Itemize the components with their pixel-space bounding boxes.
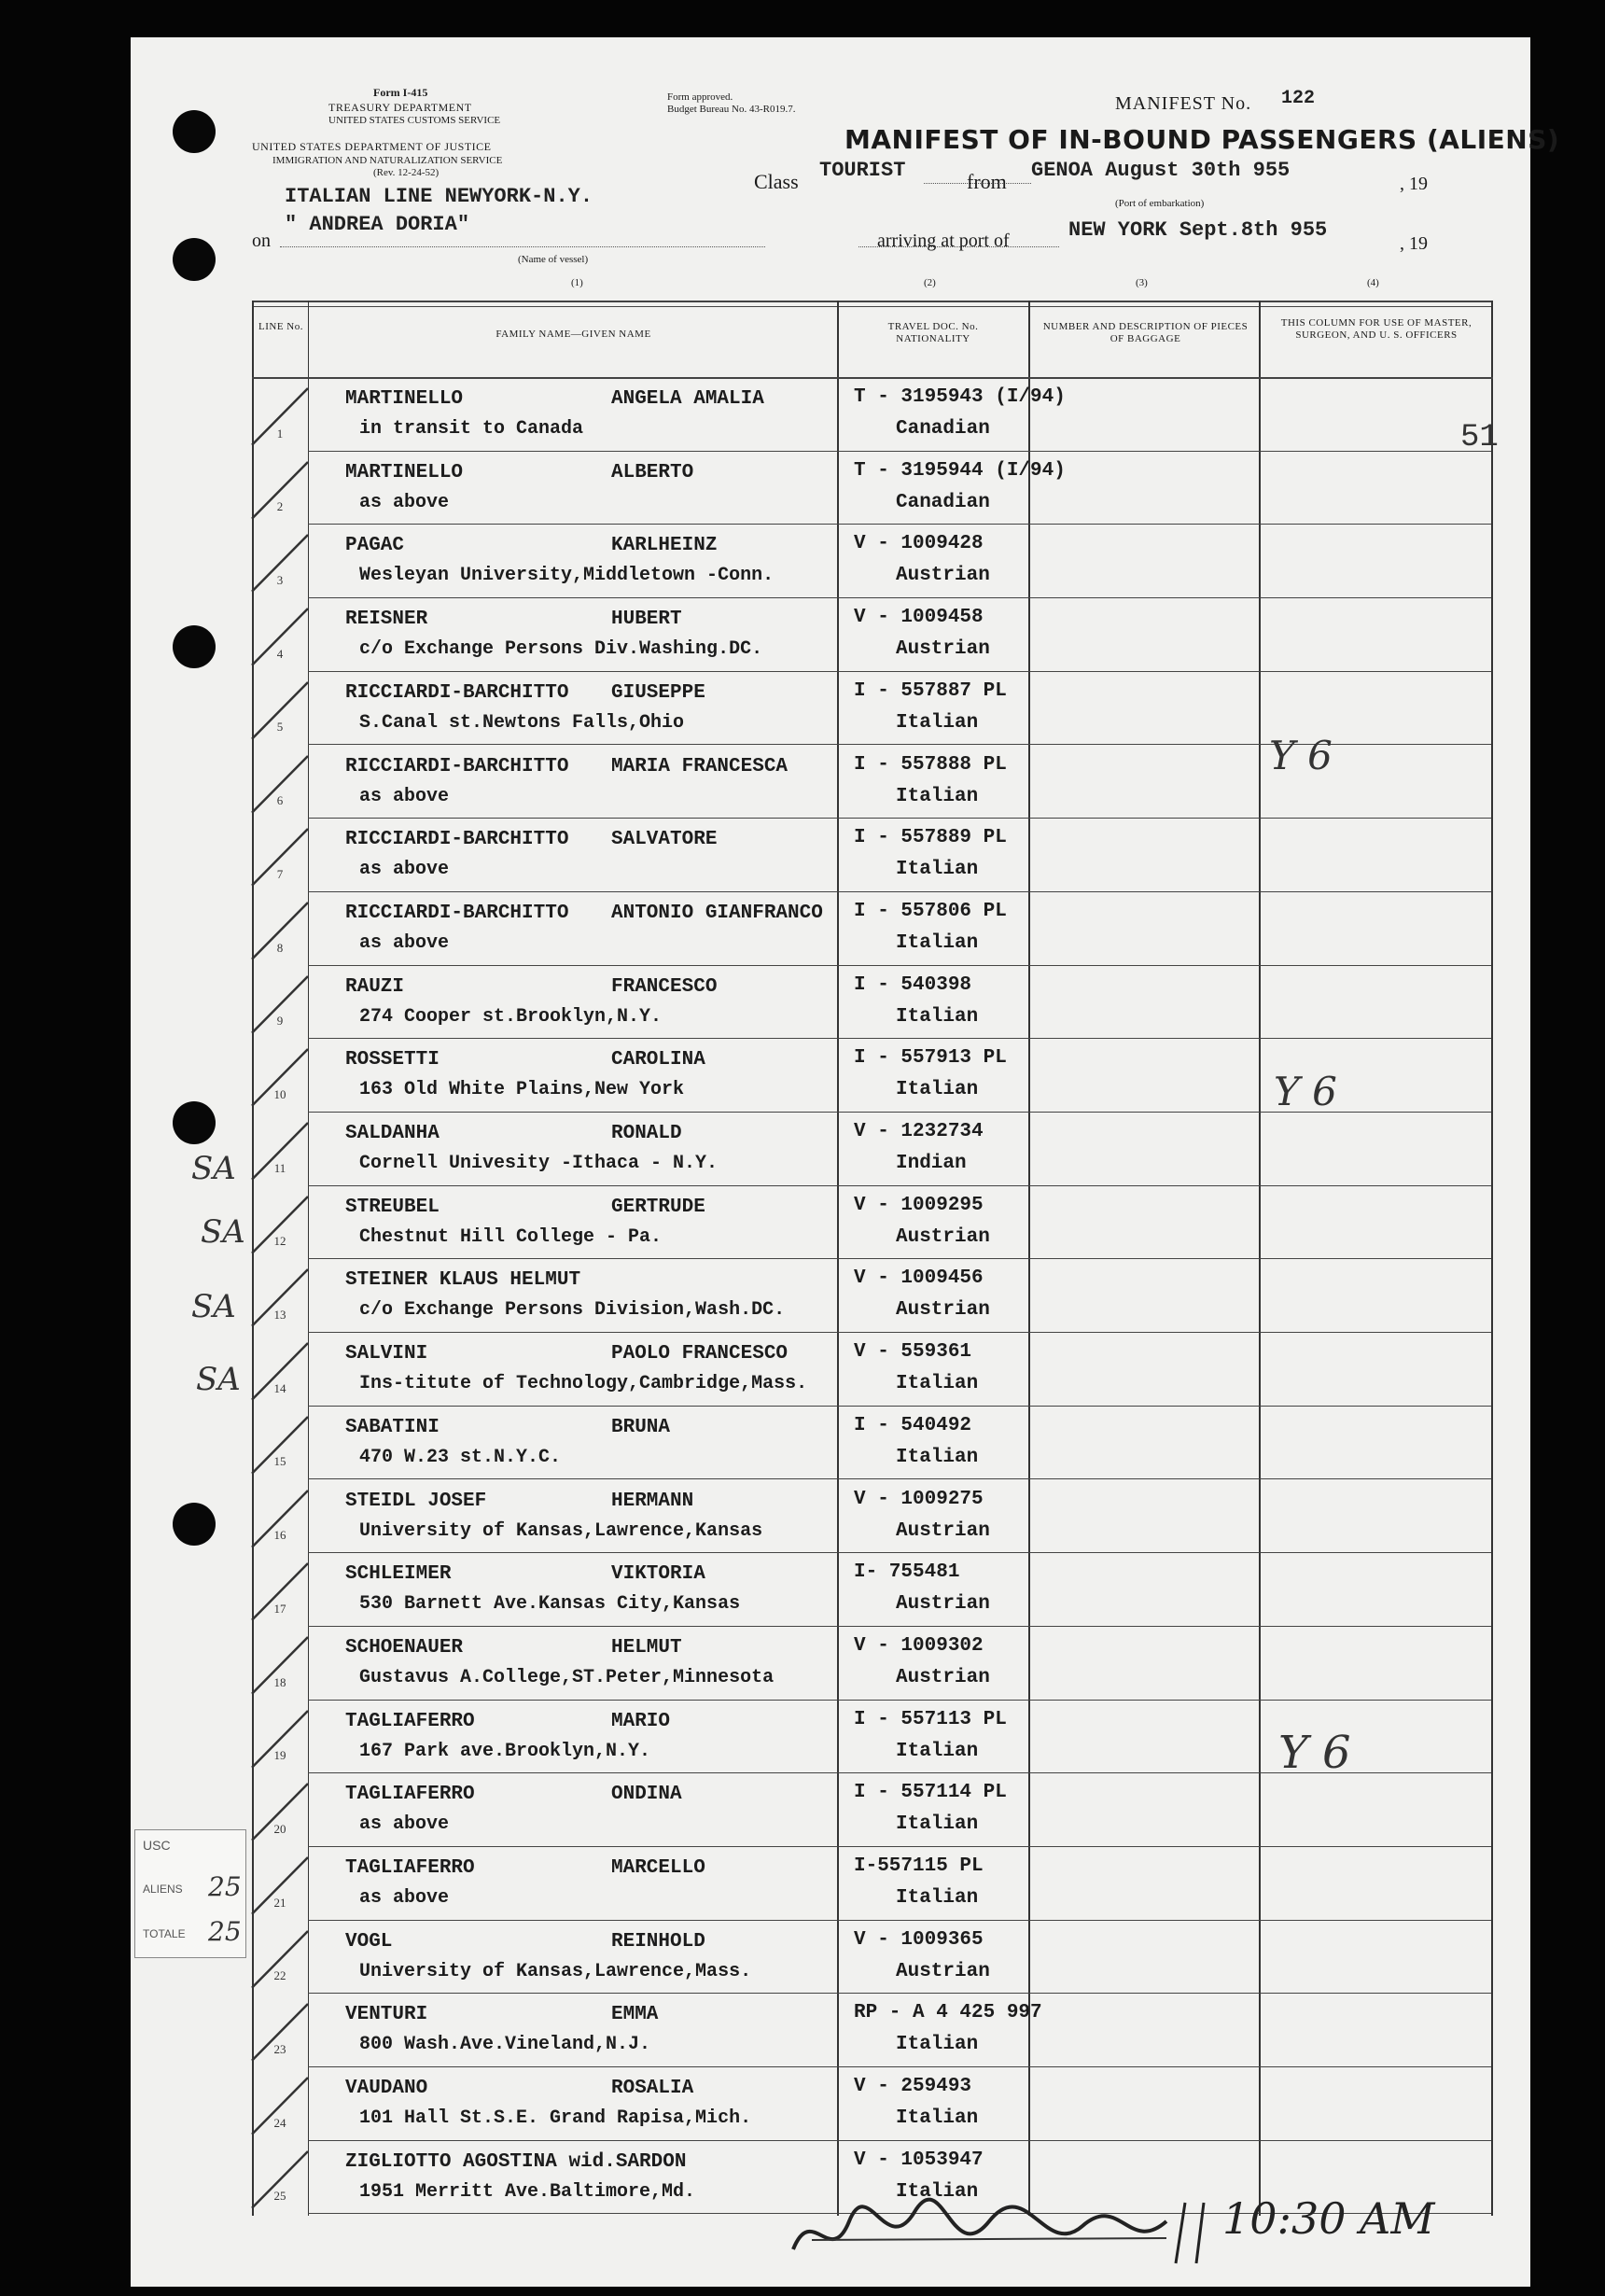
nationality: Canadian — [896, 418, 990, 440]
family-name: TAGLIAFERRO — [345, 1857, 475, 1879]
address: 101 Hall St.S.E. Grand Rapisa,Mich. — [359, 2107, 752, 2130]
check-slash-icon — [243, 1334, 317, 1407]
line-number: 24 — [273, 2115, 286, 2130]
nationality: Italian — [896, 2107, 979, 2130]
check-slash-icon — [243, 1481, 317, 1555]
line-number: 8 — [276, 940, 284, 955]
handwritten-sa: SA — [191, 1150, 236, 1187]
table-row — [252, 453, 1493, 526]
line-number: 20 — [273, 1821, 286, 1836]
family-name: VAUDANO — [345, 2078, 428, 2100]
travel-doc-number: I - 540398 — [854, 973, 972, 996]
line-number: 13 — [273, 1308, 286, 1323]
on-label: on — [252, 231, 271, 251]
handwritten-y6: Y 6 — [1278, 1727, 1351, 1779]
family-name: SCHLEIMER — [345, 1563, 452, 1586]
table-row — [252, 1628, 1493, 1701]
vessel-dots — [280, 246, 765, 247]
check-slash-icon — [243, 893, 317, 967]
handwritten-sa: SA — [196, 1361, 241, 1398]
line-number: 4 — [276, 646, 284, 661]
address: as above — [359, 1813, 450, 1836]
nationality: Austrian — [896, 1593, 990, 1616]
check-slash-icon — [243, 1040, 317, 1113]
shipping-line: ITALIAN LINE NEWYORK-N.Y. — [285, 185, 593, 208]
address: University of Kansas,Lawrence,Kansas — [359, 1519, 763, 1542]
form-approved: Form approved. — [667, 91, 733, 103]
nationality: Italian — [896, 785, 979, 807]
handwritten-y6: Y 6 — [1274, 1069, 1337, 1114]
nationality: Austrian — [896, 1960, 990, 1982]
arriving-value: NEW YORK Sept.8th 955 — [1068, 218, 1328, 242]
row-divider — [308, 1258, 1491, 1259]
travel-doc-number: I - 557806 PL — [854, 900, 1007, 922]
table-row — [252, 599, 1493, 673]
address: 163 Old White Plains,New York — [359, 1079, 685, 1101]
customs-label: UNITED STATES CUSTOMS SERVICE — [328, 115, 501, 126]
nationality: Austrian — [896, 1225, 990, 1248]
line-number: 5 — [276, 720, 284, 735]
row-divider — [308, 671, 1491, 672]
table-row — [252, 1774, 1493, 1848]
travel-doc-number: V - 1009456 — [854, 1267, 984, 1290]
given-name: ROSALIA — [611, 2078, 694, 2100]
address: 1951 Merritt Ave.Baltimore,Md. — [359, 2180, 696, 2203]
family-name: STREUBEL — [345, 1196, 440, 1218]
table-row — [252, 967, 1493, 1041]
given-name: GIUSEPPE — [611, 681, 705, 704]
port-embark-caption: (Port of embarkation) — [1115, 198, 1205, 209]
row-divider — [308, 1332, 1491, 1333]
travel-doc-number: I - 557887 PL — [854, 679, 1007, 702]
address: in transit to Canada — [359, 418, 584, 440]
address: S.Canal st.Newtons Falls,Ohio — [359, 711, 685, 734]
nationality: Italian — [896, 1079, 979, 1101]
travel-doc-number: T - 3195943 (I/94) — [854, 386, 1066, 408]
address: Cornell Univesity -Ithaca - N.Y. — [359, 1153, 719, 1174]
nationality: Austrian — [896, 1666, 990, 1688]
justice-label: UNITED STATES DEPARTMENT OF JUSTICE — [252, 140, 492, 153]
travel-doc-number: I-557115 PL — [854, 1855, 984, 1877]
address: as above — [359, 859, 450, 881]
line-number: 11 — [273, 1160, 286, 1175]
family-name: SCHOENAUER — [345, 1636, 464, 1659]
given-name: CAROLINA — [611, 1049, 705, 1071]
given-name: ANTONIO GIANFRANCO — [611, 902, 823, 924]
row-divider — [308, 1478, 1491, 1479]
family-name: RICCIARDI-BARCHITTO — [345, 755, 569, 777]
address: Ins-titute of Technology,Cambridge,Mass. — [359, 1373, 808, 1395]
treasury-label: TREASURY DEPARTMENT — [328, 101, 472, 114]
nationality: Austrian — [896, 1299, 990, 1322]
check-slash-icon — [243, 1922, 317, 1995]
family-name: SALDANHA — [345, 1123, 440, 1144]
address: as above — [359, 1887, 450, 1909]
given-name: ONDINA — [611, 1784, 682, 1806]
table-row — [252, 1481, 1493, 1555]
family-name: MARTINELLO — [345, 461, 464, 483]
check-slash-icon — [243, 379, 317, 453]
travel-doc-number: V - 1232734 — [854, 1121, 984, 1142]
from-value: GENOA August 30th 955 — [1031, 159, 1291, 182]
manifest-title: MANIFEST OF IN-BOUND PASSENGERS (ALIENS) — [844, 124, 1560, 155]
given-name: MARIA FRANCESCA — [611, 755, 789, 777]
table-row — [252, 2068, 1493, 2142]
aliens-label: ALIENS — [143, 1883, 183, 1896]
line-number: 14 — [273, 1380, 286, 1395]
family-name: SALVINI — [345, 1343, 428, 1365]
address: 530 Barnett Ave.Kansas City,Kansas — [359, 1593, 741, 1616]
header-baggage: NUMBER AND DESCRIPTION OF PIECES OF BAGGAGE — [1042, 321, 1249, 344]
given-name: HERMANN — [611, 1490, 694, 1512]
class-value: TOURIST — [819, 159, 906, 182]
check-slash-icon — [243, 599, 317, 673]
handwritten-sa: SA — [201, 1213, 245, 1251]
given-name: BRUNA — [611, 1416, 671, 1438]
row-divider — [308, 1185, 1491, 1186]
header-travel-doc: TRAVEL DOC. No. NATIONALITY — [887, 321, 979, 344]
row-divider — [308, 2140, 1491, 2141]
line-number: 7 — [276, 866, 284, 881]
check-slash-icon — [243, 1260, 317, 1334]
line-number: 6 — [276, 793, 284, 808]
travel-doc-number: V - 559361 — [854, 1341, 972, 1364]
col-2-label: (2) — [924, 277, 936, 288]
year-suffix-2: , 19 — [1400, 233, 1428, 254]
line-number: 22 — [273, 1968, 286, 1983]
given-name: REINHOLD — [611, 1930, 705, 1953]
check-slash-icon — [243, 673, 317, 747]
family-name: RAUZI — [345, 975, 405, 998]
table-row — [252, 1995, 1493, 2068]
check-slash-icon — [243, 2068, 317, 2142]
nationality: Italian — [896, 931, 979, 954]
row-divider — [308, 1920, 1491, 1921]
header-name: FAMILY NAME—GIVEN NAME — [495, 329, 651, 340]
given-name: KARLHEINZ — [611, 535, 718, 557]
check-slash-icon — [243, 819, 317, 893]
given-name: MARCELLO — [611, 1857, 705, 1879]
handwritten-y6: Y 6 — [1269, 733, 1333, 778]
line-number: 19 — [273, 1748, 286, 1763]
given-name: FRANCESCO — [611, 975, 718, 998]
rev-label: (Rev. 12-24-52) — [373, 167, 440, 178]
table-row — [252, 1187, 1493, 1261]
handwritten-sa: SA — [191, 1288, 236, 1325]
travel-doc-number: V - 1009365 — [854, 1928, 984, 1951]
header-officers: THIS COLUMN FOR USE OF MASTER, SURGEON, AND U. S. OFFICERS — [1280, 317, 1472, 341]
family-name: RICCIARDI-BARCHITTO — [345, 902, 569, 924]
travel-doc-number: I - 557913 PL — [854, 1047, 1007, 1070]
given-name: HUBERT — [611, 609, 682, 631]
line-number: 23 — [273, 2042, 286, 2057]
table-top-border-inner — [252, 306, 1493, 307]
row-divider — [308, 1406, 1491, 1407]
given-name: VIKTORIA — [611, 1563, 705, 1586]
travel-doc-number: I - 557888 PL — [854, 753, 1007, 776]
travel-doc-number: I- 755481 — [854, 1561, 960, 1584]
table-row — [252, 1407, 1493, 1481]
check-slash-icon — [243, 967, 317, 1041]
col-4-label: (4) — [1367, 277, 1379, 288]
travel-doc-number: V - 1009295 — [854, 1194, 984, 1216]
manifest-label: MANIFEST No. — [1115, 93, 1252, 114]
address: 274 Cooper st.Brooklyn,N.Y. — [359, 1005, 663, 1028]
signature-time: 10:30 AM — [1222, 2193, 1435, 2244]
row-divider — [308, 1626, 1491, 1627]
row-divider — [308, 1552, 1491, 1553]
table-row — [252, 819, 1493, 893]
line-number: 3 — [276, 573, 284, 588]
family-name: REISNER — [345, 609, 428, 631]
check-slash-icon — [243, 1407, 317, 1481]
travel-doc-number: V - 1009302 — [854, 1634, 984, 1657]
form-number: Form I-415 — [373, 86, 428, 99]
family-name: SABATINI — [345, 1416, 440, 1438]
manifest-number: 122 — [1281, 88, 1316, 109]
header-line-no: LINE No. — [258, 321, 303, 332]
check-slash-icon — [243, 1848, 317, 1922]
travel-doc-number: I - 557113 PL — [854, 1708, 1007, 1730]
row-divider — [308, 965, 1491, 966]
nationality: Italian — [896, 1005, 979, 1028]
line-number: 25 — [273, 2189, 286, 2204]
row-divider — [308, 1846, 1491, 1847]
nationality: Italian — [896, 1740, 979, 1762]
nationality: Italian — [896, 2034, 979, 2056]
family-name: MARTINELLO — [345, 388, 464, 410]
line-number: 2 — [276, 499, 284, 514]
from-label: from — [967, 170, 1007, 193]
punch-hole-icon — [173, 625, 216, 668]
family-name: PAGAC — [345, 535, 405, 557]
address: Gustavus A.College,ST.Peter,Minnesota — [359, 1666, 775, 1688]
row-divider — [308, 1993, 1491, 1994]
nationality: Canadian — [896, 491, 990, 513]
immigration-label: IMMIGRATION AND NATURALIZATION SERVICE — [272, 155, 503, 166]
family-name: TAGLIAFERRO — [345, 1784, 475, 1806]
given-name: ANGELA AMALIA — [611, 388, 764, 410]
page-number: 51 — [1460, 420, 1499, 455]
address: as above — [359, 785, 450, 807]
family-name: VENTURI — [345, 2004, 428, 2026]
line-number: 17 — [273, 1601, 286, 1616]
line-number: 15 — [273, 1454, 286, 1469]
line-number: 9 — [276, 1014, 284, 1029]
given-name: MARIO — [611, 1710, 671, 1732]
given-name: SALVATORE — [611, 829, 718, 851]
family-name: ZIGLIOTTO AGOSTINA wid.SARDON — [345, 2150, 687, 2173]
travel-doc-number: V - 1009458 — [854, 607, 984, 629]
row-divider — [308, 1038, 1491, 1039]
nationality: Italian — [896, 859, 979, 881]
punch-hole-icon — [173, 238, 216, 281]
given-name: HELMUT — [611, 1636, 682, 1659]
aliens-count: 25 — [208, 1871, 242, 1902]
punch-hole-icon — [173, 1101, 216, 1144]
row-divider — [308, 818, 1491, 819]
nationality: Austrian — [896, 1519, 990, 1542]
budget-bureau: Budget Bureau No. 43-R019.7. — [667, 104, 796, 115]
check-slash-icon — [243, 525, 317, 599]
nationality: Indian — [896, 1153, 967, 1174]
check-slash-icon — [243, 1701, 317, 1775]
check-slash-icon — [243, 1628, 317, 1701]
table-row — [252, 1922, 1493, 1995]
check-slash-icon — [243, 1113, 317, 1187]
address: University of Kansas,Lawrence,Mass. — [359, 1960, 752, 1982]
travel-doc-number: I - 540492 — [854, 1414, 972, 1436]
family-name: ROSSETTI — [345, 1049, 440, 1071]
family-name: RICCIARDI-BARCHITTO — [345, 681, 569, 704]
class-label: Class — [754, 170, 799, 193]
family-name: VOGL — [345, 1930, 393, 1953]
table-row — [252, 1113, 1493, 1187]
travel-doc-number: RP - A 4 425 997 — [854, 2002, 1042, 2024]
row-divider — [308, 524, 1491, 525]
nationality: Italian — [896, 711, 979, 734]
nationality: Italian — [896, 1446, 979, 1468]
col-1-label: (1) — [571, 277, 583, 288]
usc-label: USC — [143, 1838, 171, 1853]
address: c/o Exchange Persons Div.Washing.DC. — [359, 638, 763, 661]
line-number: 1 — [276, 426, 284, 441]
table-row — [252, 1848, 1493, 1922]
nationality: Austrian — [896, 638, 990, 661]
family-name: STEINER KLAUS HELMUT — [345, 1269, 581, 1292]
arriving-label: arriving at port of — [877, 231, 1010, 251]
table-row — [252, 379, 1493, 453]
tally-stamp — [134, 1829, 246, 1958]
family-name: RICCIARDI-BARCHITTO — [345, 829, 569, 851]
family-name: TAGLIAFERRO — [345, 1710, 475, 1732]
vessel-caption: (Name of vessel) — [518, 254, 589, 265]
address: c/o Exchange Persons Division,Wash.DC. — [359, 1299, 786, 1322]
travel-doc-number: V - 259493 — [854, 2076, 972, 2098]
check-slash-icon — [243, 1187, 317, 1261]
nationality: Italian — [896, 2180, 979, 2203]
table-row — [252, 525, 1493, 599]
address: as above — [359, 931, 450, 954]
given-name: PAOLO FRANCESCO — [611, 1343, 789, 1365]
punch-hole-icon — [173, 1503, 216, 1546]
check-slash-icon — [243, 747, 317, 820]
punch-hole-icon — [173, 110, 216, 153]
col-3-label: (3) — [1136, 277, 1148, 288]
family-name: STEIDL JOSEF — [345, 1490, 487, 1512]
address: 167 Park ave.Brooklyn,N.Y. — [359, 1740, 651, 1762]
vessel-name: " ANDREA DORIA" — [285, 213, 470, 236]
table-row — [252, 1554, 1493, 1628]
given-name: ALBERTO — [611, 461, 694, 483]
line-number: 12 — [273, 1234, 286, 1249]
check-slash-icon — [243, 1774, 317, 1848]
travel-doc-number: I - 557114 PL — [854, 1782, 1007, 1804]
row-divider — [308, 2066, 1491, 2067]
table-row — [252, 1334, 1493, 1407]
travel-doc-number: V - 1009275 — [854, 1488, 984, 1510]
row-divider — [308, 451, 1491, 452]
table-top-border — [252, 301, 1493, 302]
given-name: RONALD — [611, 1123, 682, 1144]
nationality: Austrian — [896, 565, 990, 587]
check-slash-icon — [243, 1554, 317, 1628]
line-number: 21 — [273, 1895, 286, 1910]
given-name: GERTRUDE — [611, 1196, 705, 1218]
totale-count: 25 — [208, 1916, 242, 1947]
address: 800 Wash.Ave.Vineland,N.J. — [359, 2034, 651, 2056]
row-divider — [308, 1700, 1491, 1701]
travel-doc-number: T - 3195944 (I/94) — [854, 459, 1066, 482]
row-divider — [308, 891, 1491, 892]
travel-doc-number: V - 1053947 — [854, 2149, 984, 2171]
address: Chestnut Hill College - Pa. — [359, 1225, 663, 1248]
check-slash-icon — [243, 1995, 317, 2068]
address: Wesleyan University,Middletown -Conn. — [359, 565, 775, 587]
row-divider — [308, 597, 1491, 598]
line-number: 18 — [273, 1674, 286, 1689]
travel-doc-number: V - 1009428 — [854, 533, 984, 555]
table-row — [252, 1260, 1493, 1334]
nationality: Italian — [896, 1887, 979, 1909]
nationality: Italian — [896, 1373, 979, 1395]
travel-doc-number: I - 557889 PL — [854, 827, 1007, 849]
totale-label: TOTALE — [143, 1927, 186, 1940]
table-row — [252, 893, 1493, 967]
year-suffix: , 19 — [1400, 174, 1428, 194]
address: as above — [359, 491, 450, 513]
check-slash-icon — [243, 453, 317, 526]
passenger-table — [252, 301, 1493, 2216]
line-number: 16 — [273, 1528, 286, 1543]
line-number: 10 — [273, 1086, 286, 1101]
given-name: EMMA — [611, 2004, 659, 2026]
check-slash-icon — [243, 2142, 317, 2216]
nationality: Italian — [896, 1813, 979, 1836]
address: 470 W.23 st.N.Y.C. — [359, 1446, 562, 1468]
